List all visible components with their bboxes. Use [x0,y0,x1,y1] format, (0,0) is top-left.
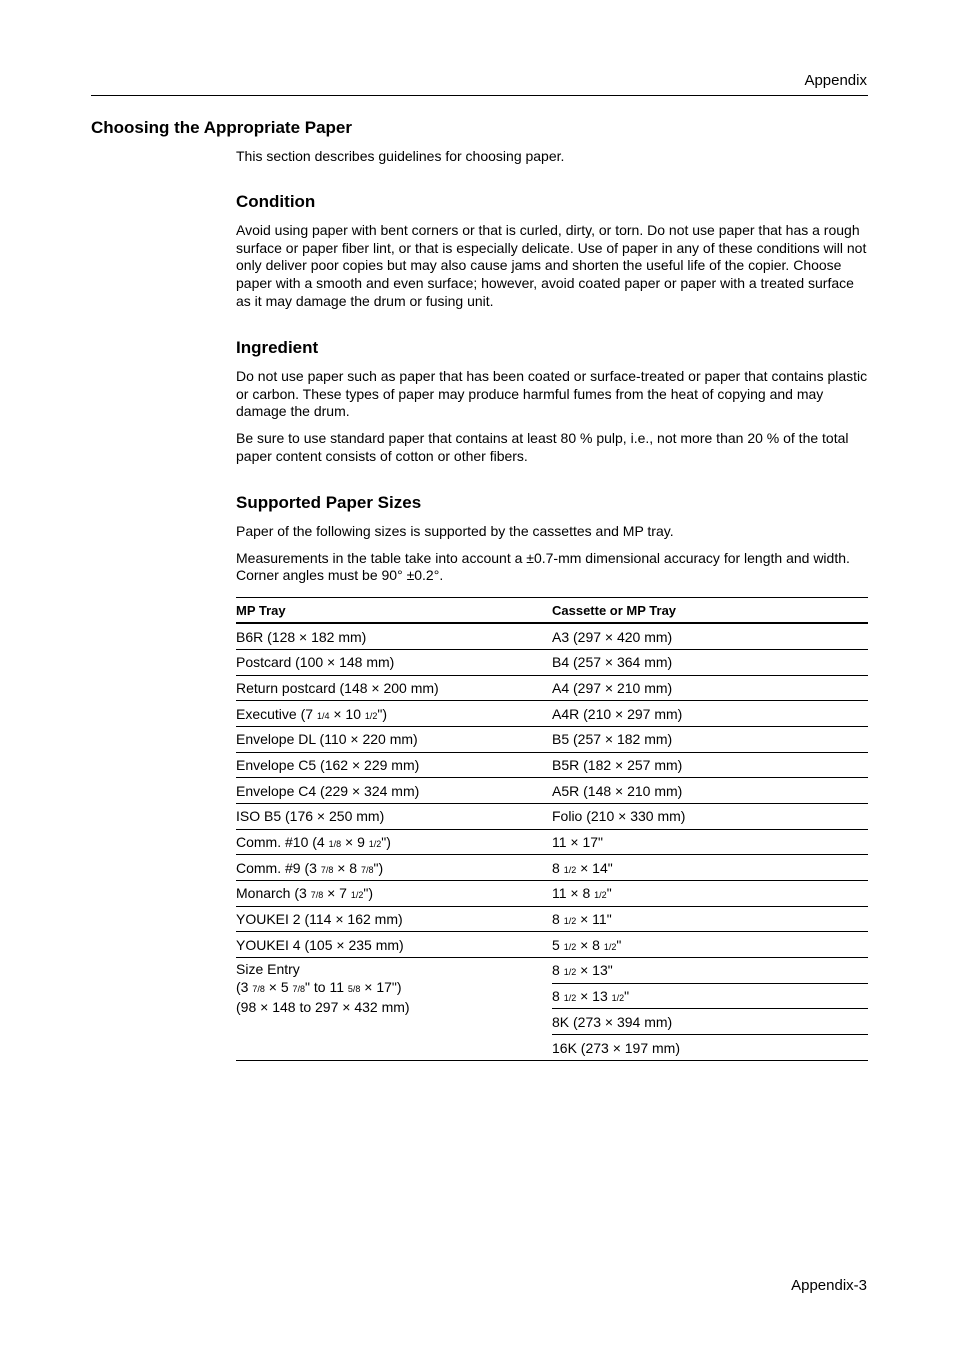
fraction-text: 7/8 [310,890,324,901]
cell-text: B4 (257 × 364 mm) [552,654,673,671]
mp-tray-cell [236,829,552,855]
cassette-cell [552,1009,868,1035]
cell-text: Postcard (100 × 148 mm) [236,654,395,671]
cassette-cell [552,958,868,984]
cassette-cell [552,752,868,778]
table-row [236,778,868,804]
fraction-text: 1/2 [603,941,617,952]
condition-heading: Condition [236,191,316,211]
col-header-mp-tray: MP Tray [236,598,552,624]
table-row [236,958,868,984]
cell-text: ") [373,859,384,876]
cell-text: (98 × 148 to 297 × 432 mm) [236,999,410,1016]
table-header-row [236,598,868,624]
cell-text: × 17") [360,979,402,996]
condition-text: Avoid using paper with bent corners or that is curled, dirty, or torn. Do not use paper that has a rough surface or paper fiber lint, or that is especially delicate. Use of paper in any of these conditions will not only deliver poor copies but may also cause jams and shorten the useful life of the copier. Choose paper with a smooth and even surface; however, avoid coated paper or paper with a treated surface as it may damage the drum or fusing unit. [236,221,867,309]
cell-text: Return postcard (148 × 200 mm) [236,679,439,696]
table-body [236,623,868,1060]
ingredient-text-1: Do not use paper such as paper that has been coated or surface-treated or paper that contains plastic or carbon. These types of paper may produce harmful fumes from the heat of copying and may damage the drum. [236,367,868,420]
fraction-text: 1/2 [563,941,577,952]
table-row [236,906,868,932]
fraction-text: 1/2 [611,993,625,1004]
table-row [236,752,868,778]
cell-text: 8 [552,988,564,1005]
cassette-cell [552,803,868,829]
cell-text: " [624,988,630,1005]
cassette-cell [552,778,868,804]
content-body [236,148,868,1061]
size-entry-line [236,998,552,1016]
table-row [236,932,868,958]
size-entry-cell [236,958,552,1061]
mp-tray-cell [236,623,552,649]
table-row [236,675,868,701]
ingredient-text-2: Be sure to use standard paper that contains at least 80 % pulp, i.e., not more than 20 % of the total paper content consists of cotton or other fibers. [236,430,849,464]
cell-text: Executive (7 [236,705,317,722]
cell-text: × 5 [264,979,293,996]
cell-text: YOUKEI 4 (105 × 235 mm) [236,936,404,953]
cell-text: 16K (273 × 197 mm) [552,1039,681,1056]
cell-text: × 9 [341,834,369,850]
size-entry-line [236,960,552,978]
cell-text: ") [381,834,391,850]
fraction-text: 1/2 [594,890,607,901]
cell-text: Folio (210 × 330 mm) [552,808,686,825]
table-row [236,855,868,881]
cell-text: Comm. #10 (4 [236,834,329,850]
cell-text: ISO B5 (176 × 250 mm) [236,808,385,825]
mp-tray-cell [236,726,552,752]
cell-text: 5 [552,936,564,953]
cell-text: " [606,885,612,902]
fraction-text: 1/4 [316,710,330,721]
cell-text: 11 × 17" [552,834,604,850]
cassette-cell [552,1035,868,1061]
cell-text: A3 (297 × 420 mm) [552,628,673,645]
mp-tray-cell [236,803,552,829]
fraction-text: 7/8 [320,864,334,875]
cell-text: × 7 [323,885,351,902]
cell-text: A5R (148 × 210 mm) [552,782,683,799]
cell-text: Envelope C4 (229 × 324 mm) [236,782,420,799]
table-row [236,881,868,907]
cell-text: 11 × 8 [552,885,595,902]
cassette-cell [552,881,868,907]
cassette-cell [552,701,868,727]
cassette-cell [552,906,868,932]
cell-text: B5R (182 × 257 mm) [552,756,683,773]
table-row [236,726,868,752]
mp-tray-cell [236,932,552,958]
fraction-text: 1/2 [350,890,364,901]
paper-sizes-table [236,597,868,1061]
fraction-text: 1/2 [563,864,577,875]
fraction-text: 7/8 [252,984,265,995]
cassette-cell [552,932,868,958]
sizes-text-2: Measurements in the table take into account a ±0.7-mm dimensional accuracy for length and width. Corner angles must be 90° ±0.2°. [236,549,850,584]
cell-text: Size Entry [236,961,300,978]
cassette-cell [552,675,868,701]
mp-tray-cell [236,778,552,804]
cell-text: Envelope C5 (162 × 229 mm) [236,756,420,773]
cell-text: 8 [552,962,564,979]
mp-tray-cell [236,906,552,932]
fraction-text: 1/2 [563,967,577,978]
cell-text: YOUKEI 2 (114 × 162 mm) [236,911,403,928]
cell-text: (3 [236,979,253,996]
cell-text: B6R (128 × 182 mm) [236,628,367,645]
cell-text: 8 [552,911,564,928]
cell-text: × 13" [576,962,613,979]
cassette-cell [552,726,868,752]
cell-text: × 14" [576,859,613,876]
cassette-cell [552,649,868,675]
cell-text: A4 (297 × 210 mm) [552,679,673,696]
cell-text: × 8 [576,936,604,953]
table-row [236,649,868,675]
mp-tray-cell [236,752,552,778]
cell-text: Comm. #9 (3 [236,859,321,876]
page-title: Choosing the Appropriate Paper [91,118,353,137]
cell-text: × 13 [576,988,612,1005]
cell-text: " [616,936,622,953]
cell-text: " to 11 [305,979,348,996]
cell-text: ") [377,705,388,722]
fraction-text: 7/8 [360,864,374,875]
ingredient-heading: Ingredient [236,337,319,357]
cell-text: B5 (257 × 182 mm) [552,731,673,748]
header-rule [91,95,868,96]
cassette-cell [552,829,868,855]
table-row [236,829,868,855]
cassette-cell [552,855,868,881]
header-section-label: Appendix [804,72,867,89]
cell-text: × 10 [329,705,365,722]
cell-text: × 8 [333,859,361,876]
fraction-text: 1/2 [364,710,378,721]
table-row [236,701,868,727]
mp-tray-cell [236,855,552,881]
table-row [236,623,868,649]
cell-text: 8 [552,859,564,876]
fraction-text: 1/8 [328,839,342,849]
cell-text: ") [363,885,374,902]
fraction-text: 7/8 [292,984,306,995]
mp-tray-cell [236,675,552,701]
cell-text: A4R (210 × 297 mm) [552,705,683,722]
sizes-heading: Supported Paper Sizes [236,492,422,512]
intro-text: This section describes guidelines for choosing paper. [236,148,565,164]
fraction-text: 1/2 [563,993,577,1004]
cassette-cell [552,623,868,649]
col-header-cassette: Cassette or MP Tray [552,598,868,624]
mp-tray-cell [236,881,552,907]
mp-tray-cell [236,701,552,727]
size-entry-line [236,978,552,998]
footer-page-number: Appendix-3 [791,1277,867,1294]
cell-text: Envelope DL (110 × 220 mm) [236,731,418,748]
fraction-text: 5/8 [347,984,361,995]
sizes-text-1: Paper of the following sizes is supported by the cassettes and MP tray. [236,522,674,539]
cell-text: Monarch (3 [236,885,311,902]
fraction-text: 1/2 [368,839,382,849]
cassette-cell [552,983,868,1009]
cell-text: × 11" [576,911,612,928]
mp-tray-cell [236,649,552,675]
table-row [236,803,868,829]
fraction-text: 1/2 [563,916,577,927]
cell-text: 8K (273 × 394 mm) [552,1013,673,1030]
